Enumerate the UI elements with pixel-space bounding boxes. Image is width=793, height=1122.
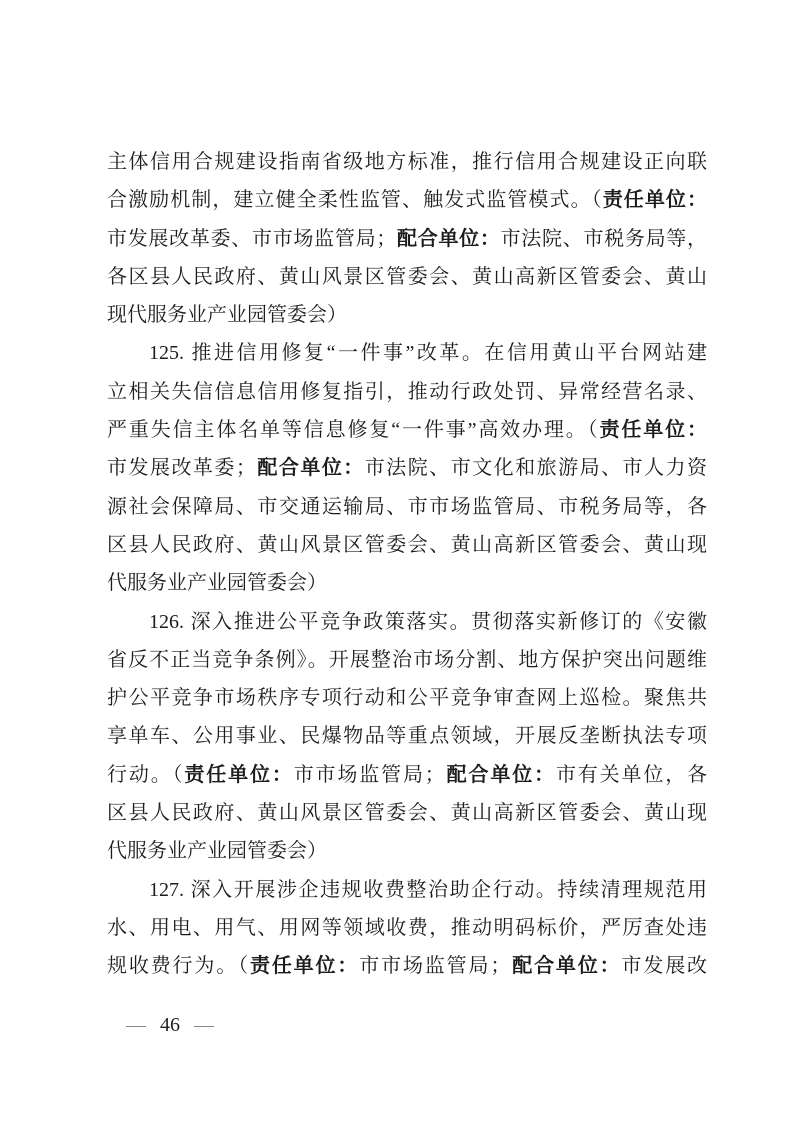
text-run: 市市场监管局；: [293, 763, 445, 786]
text-run: 现代服务业产业园管委会）: [107, 304, 347, 327]
footer-dash-left: —: [126, 1013, 146, 1036]
text-line: [107, 334, 707, 372]
text-run: 代服务业产业园管委会）: [107, 572, 327, 595]
para-item-127: [107, 871, 707, 986]
text-run: 市发展改革委、市市场监管局；: [107, 227, 397, 250]
unit-label: 责任单位：: [184, 763, 294, 786]
text-line: [107, 871, 707, 909]
text-run: 市有关单位，各: [555, 763, 707, 786]
text-run: 严重失信主体名单等信息修复“一件事”高效办理。（: [107, 419, 600, 442]
footer-dash-right: —: [194, 1013, 214, 1036]
text-line: [107, 641, 707, 679]
text-line: [107, 794, 707, 832]
text-run: 市发展改: [621, 955, 707, 978]
text-run: 主体信用合规建设指南省级地方标准，推行信用合规建设正向联: [107, 151, 707, 173]
text-run: 水、用电、用气、用网等领域收费，推动明码标价，严厉查处违: [107, 916, 707, 939]
document-body: [107, 143, 707, 986]
text-run: 市法院、市税务局等，: [500, 227, 707, 250]
text-run: 规收费行为。（: [107, 955, 250, 978]
text-line: [107, 488, 707, 526]
text-line: [107, 564, 707, 602]
text-line: [107, 717, 707, 755]
text-line: [107, 258, 707, 296]
text-line: [107, 909, 707, 947]
text-run: 合激励机制，建立健全柔性监管、触发式监管模式。（: [107, 189, 603, 212]
text-run: 市法院、市文化和旅游局、市人力资: [364, 457, 707, 480]
text-line: [107, 603, 707, 641]
text-line: [107, 220, 707, 258]
text-run: 立相关失信信息信用修复指引，推动行政处罚、异常经营名录、: [107, 380, 707, 403]
text-line: [107, 296, 707, 334]
text-run: 省反不正当竞争条例》。开展整治市场分割、地方保护突出问题维: [107, 648, 707, 671]
para-item-125: [107, 334, 707, 602]
text-run: 源社会保障局、市交通运输局、市市场监管局、市税务局等，各: [107, 495, 707, 518]
text-run: 各区县人民政府、黄山风景区管委会、黄山高新区管委会、黄山: [107, 265, 707, 288]
text-line: [107, 526, 707, 564]
text-run: 行动。（: [107, 763, 185, 786]
text-run: 127. 深入开展涉企违规收费整治助企行动。持续清理规范用: [149, 878, 707, 901]
text-line: [107, 373, 707, 411]
text-line: [107, 143, 707, 181]
unit-label: 责任单位：: [602, 189, 707, 212]
text-run: 代服务业产业园管委会）: [107, 840, 327, 863]
text-line: [107, 756, 707, 794]
page-number: 46: [160, 1013, 180, 1036]
para-item-124-continuation: [107, 143, 707, 334]
text-run: 护公平竞争市场秩序专项行动和公平竞争审查网上巡检。聚焦共: [107, 687, 707, 710]
text-line: [107, 449, 707, 487]
text-run: 区县人民政府、黄山风景区管委会、黄山高新区管委会、黄山现: [107, 533, 707, 556]
page-footer: [126, 1006, 214, 1044]
text-run: 市市场监管局；: [359, 955, 511, 978]
unit-label: 责任单位：: [599, 419, 707, 442]
text-run: 区县人民政府、黄山风景区管委会、黄山高新区管委会、黄山现: [107, 802, 707, 825]
text-run: 125. 推进信用修复“一件事”改革。在信用黄山平台网站建: [149, 342, 707, 365]
text-line: [107, 411, 707, 449]
unit-label: 配合单位：: [255, 457, 365, 480]
para-item-126: [107, 603, 707, 871]
text-line: [107, 947, 707, 985]
text-line: [107, 679, 707, 717]
text-run: 市发展改革委；: [107, 457, 256, 480]
text-run: 126. 深入推进公平竞争政策落实。贯彻落实新修订的《安徽: [149, 610, 707, 633]
unit-label: 责任单位：: [249, 955, 360, 978]
unit-label: 配合单位：: [396, 227, 501, 250]
text-line: [107, 832, 707, 870]
unit-label: 配合单位：: [444, 763, 556, 786]
text-run: 享单车、公用事业、民爆物品等重点领域，开展反垄断执法专项: [107, 725, 707, 748]
text-line: [107, 181, 707, 219]
unit-label: 配合单位：: [510, 955, 622, 978]
